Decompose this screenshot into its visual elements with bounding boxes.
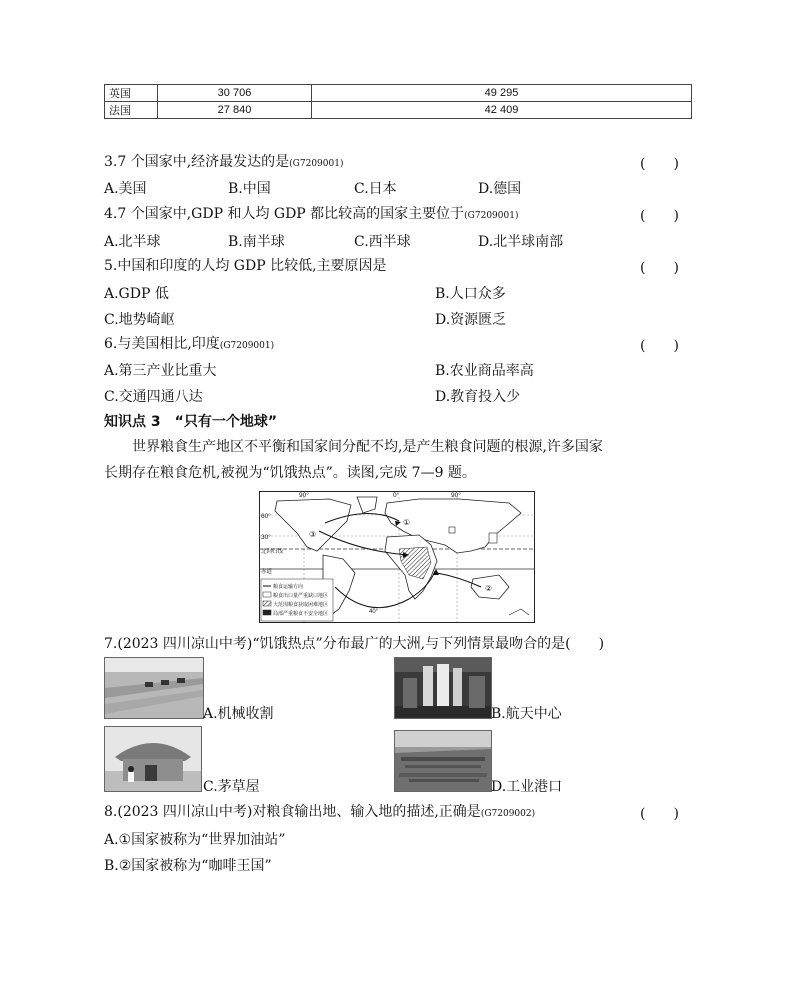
question-6-option-a[interactable]: A.第三产业比重大	[104, 363, 217, 379]
table-cell-country: 英国	[105, 85, 158, 102]
question-3-option-a[interactable]: A.美国	[104, 181, 147, 197]
table-cell-gdp: 30 706	[158, 85, 312, 102]
question-8-option-a[interactable]: A.①国家被称为“世界加油站”	[104, 832, 286, 848]
question-5-option-b[interactable]: B.人口众多	[435, 286, 506, 302]
question-3-answer-bracket[interactable]: ( )	[640, 156, 679, 172]
table-cell-per-capita: 49 295	[312, 85, 692, 102]
photo-aerospace-center[interactable]	[394, 657, 492, 719]
question-5-option-c[interactable]: C.地势崎岖	[104, 312, 175, 328]
legend-item-insecure: 局部严重粮食不安全地区	[273, 611, 329, 617]
marker-3: ③	[309, 530, 317, 539]
world-map-figure	[259, 491, 535, 623]
question-3-text: 3.7 个国家中,经济最发达的是	[104, 154, 290, 170]
label-lat-60: 60°	[261, 513, 271, 520]
question-5-option-d[interactable]: D.资源匮乏	[435, 312, 507, 328]
table-cell-per-capita: 42 409	[312, 102, 692, 119]
intro-line-1: 世界粮食生产地区不平衡和国家间分配不均,是产生粮食问题的根源,许多国家	[132, 439, 603, 455]
question-7-text: 7.(2023 四川凉山中考)“饥饿热点”分布最广的大洲,与下列情景最吻合的是( )	[104, 636, 605, 652]
question-6-option-d[interactable]: D.教育投入少	[435, 389, 521, 405]
photo-mechanical-harvest[interactable]	[104, 657, 204, 719]
question-3-option-b[interactable]: B.中国	[228, 181, 271, 197]
legend-item-shortage: 粮食出口量严重缺口地区	[273, 593, 329, 599]
marker-2: ②	[485, 584, 493, 593]
question-8-text: 8.(2023 四川凉山中考)对粮食输出地、输入地的描述,正确是	[104, 804, 481, 820]
question-3-code: (G7209001)	[289, 159, 344, 169]
question-7-option-c[interactable]: C.茅草屋	[203, 779, 260, 795]
question-5-text: 5.中国和印度的人均 GDP 比较低,主要原因是	[104, 258, 387, 274]
question-8-answer-bracket[interactable]: ( )	[640, 806, 679, 822]
legend-item-access: 大范围粮食获取困难地区	[273, 602, 329, 608]
question-6-code: (G7209001)	[219, 341, 275, 351]
question-8-option-b[interactable]: B.②国家被称为“咖啡王国”	[104, 858, 272, 874]
question-4-option-a[interactable]: A.北半球	[104, 234, 161, 250]
table-cell-gdp: 27 840	[158, 102, 312, 119]
label-lon-90e: 90°	[451, 492, 461, 499]
photo-industrial-port[interactable]	[394, 730, 492, 792]
legend-item-route: 粮食运输方向	[273, 584, 304, 590]
question-4	[104, 205, 518, 225]
question-4-code: (G7209001)	[464, 211, 519, 221]
question-3	[104, 153, 343, 173]
intro-line-2: 长期存在粮食危机,被视为“饥饿热点”。读图,完成 7—9 题。	[104, 465, 476, 481]
label-lat-30: 30°	[261, 534, 271, 541]
question-4-answer-bracket[interactable]: ( )	[640, 208, 679, 224]
question-6-option-c[interactable]: C.交通四通八达	[104, 389, 203, 405]
table-row	[105, 85, 692, 102]
label-tropic: 北回归线	[261, 549, 284, 555]
question-7-option-d[interactable]: D.工业港口	[491, 779, 563, 795]
gdp-table	[104, 84, 692, 119]
question-6-text: 6.与美国相比,印度	[104, 336, 220, 352]
label-lon-90w: 90°	[299, 492, 309, 499]
question-8-code: (G7209002)	[480, 809, 536, 819]
photo-thatched-hut[interactable]	[104, 726, 202, 792]
question-6-option-b[interactable]: B.农业商品率高	[435, 363, 534, 379]
question-5-option-a[interactable]: A.GDP 低	[104, 286, 169, 302]
label-lon-0: 0°	[393, 492, 400, 499]
map-legend	[261, 579, 333, 621]
table-row	[105, 102, 692, 119]
question-6-answer-bracket[interactable]: ( )	[640, 338, 679, 354]
question-3-option-d[interactable]: D.德国	[478, 181, 522, 197]
question-4-option-d[interactable]: D.北半球南部	[478, 234, 564, 250]
question-6	[104, 335, 274, 355]
question-4-option-c[interactable]: C.西半球	[354, 234, 411, 250]
marker-1: ①	[403, 518, 411, 527]
label-lat-40: 40°	[369, 609, 379, 615]
question-7-option-a[interactable]: A.机械收割	[203, 706, 274, 722]
question-3-option-c[interactable]: C.日本	[354, 181, 397, 197]
question-5-answer-bracket[interactable]: ( )	[640, 260, 679, 276]
question-7-option-b[interactable]: B.航天中心	[491, 706, 562, 722]
label-equator: 赤道	[261, 569, 273, 575]
question-8	[104, 803, 535, 823]
section-heading: 知识点 3 “只有一个地球”	[104, 414, 278, 430]
question-4-text: 4.7 个国家中,GDP 和人均 GDP 都比较高的国家主要位于	[104, 206, 465, 222]
table-cell-country: 法国	[105, 102, 158, 119]
question-4-option-b[interactable]: B.南半球	[228, 234, 285, 250]
